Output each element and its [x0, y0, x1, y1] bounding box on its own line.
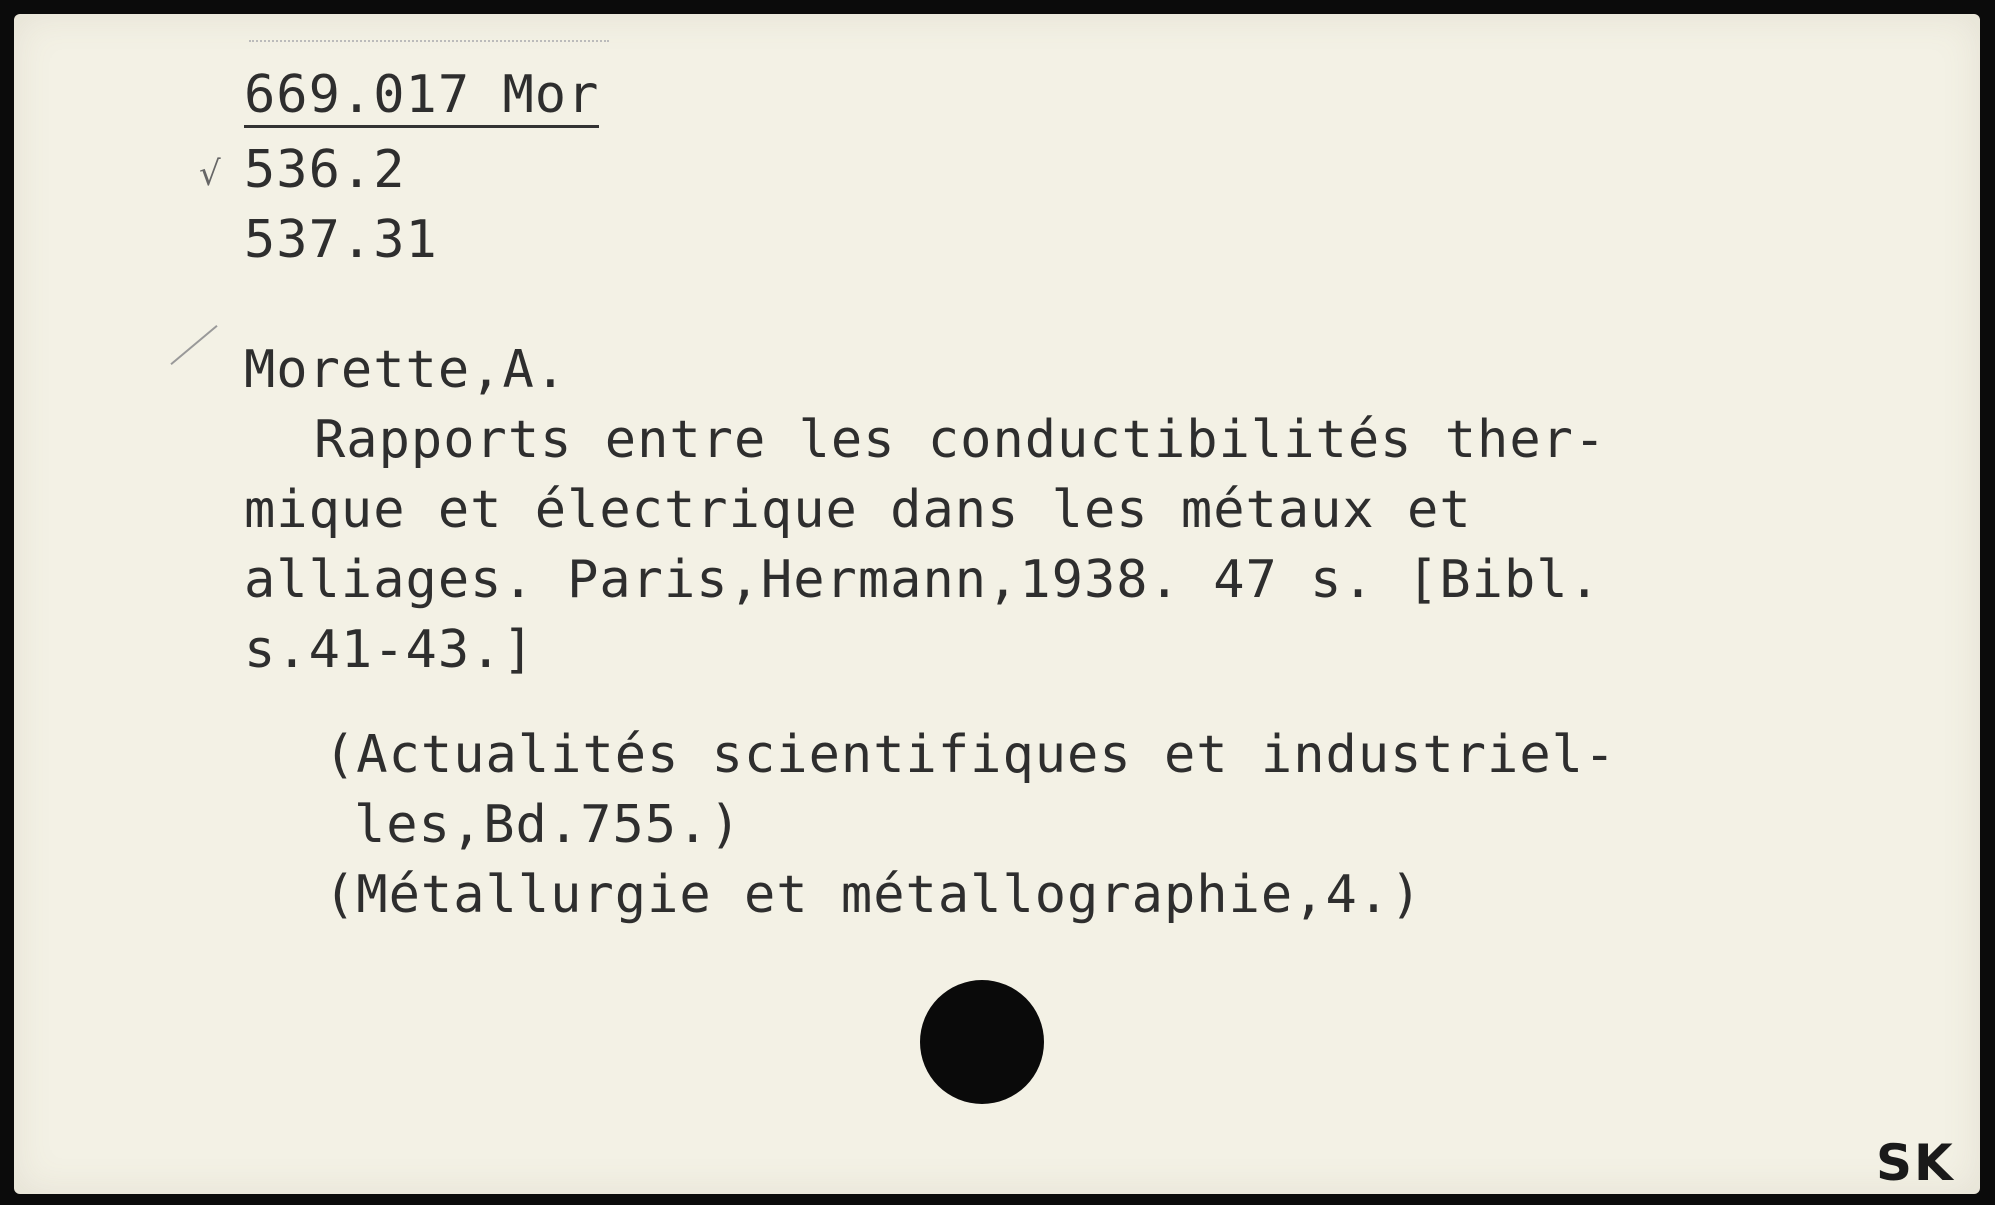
title-line-1: Rapports entre les conductibilités ther-: [314, 410, 1607, 470]
pencil-tick-mark: [170, 325, 217, 365]
title-line-4: s.41-43.]: [244, 620, 535, 680]
title-line-2: mique et électrique dans les métaux et: [244, 480, 1472, 540]
series-line-3: (Métallurgie et métallographie,4.): [324, 865, 1423, 925]
series-line-2: les,Bd.755.): [354, 795, 742, 855]
title-line-3: alliages. Paris,Hermann,1938. 47 s. [Bibl.: [244, 550, 1601, 610]
library-stamp: SK: [1876, 1134, 1955, 1192]
punch-hole: [920, 980, 1044, 1104]
classification-2: 537.31: [244, 210, 438, 270]
classification-1: 536.2: [244, 140, 406, 200]
dotted-guide: [249, 40, 609, 44]
series-line-1: (Actualités scientifiques et industriel-: [324, 725, 1617, 785]
check-mark-icon: √: [199, 154, 221, 194]
author-name: Morette,A.: [244, 340, 568, 400]
call-number: 669.017 Mor: [244, 69, 599, 128]
catalog-card: [14, 14, 1980, 1194]
